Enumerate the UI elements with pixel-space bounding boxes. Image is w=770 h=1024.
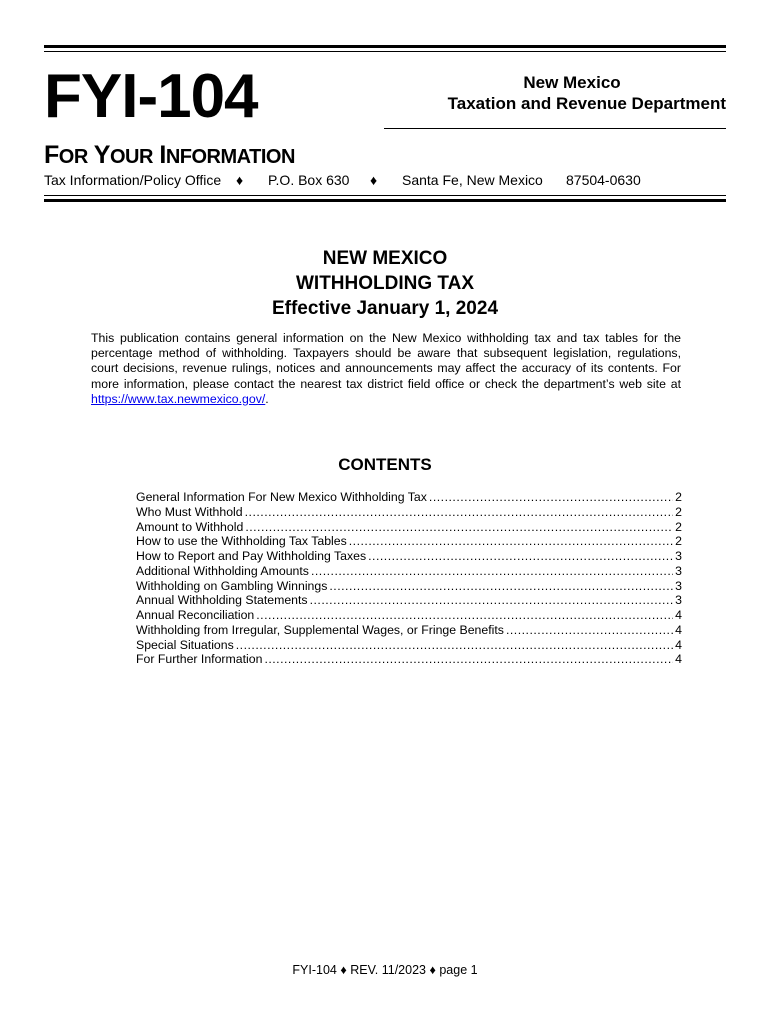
toc-dot-leader: [349, 534, 673, 549]
toc-dot-leader: [236, 638, 673, 653]
toc-entry-page: 4: [675, 652, 682, 667]
table-of-contents: [136, 490, 682, 667]
toc-dot-leader: [245, 520, 673, 535]
diamond-separator-icon: ♦: [340, 963, 347, 977]
department-name: Taxation and Revenue Department: [447, 94, 726, 113]
top-rule-thin: [44, 51, 726, 52]
state-name: New Mexico: [523, 73, 621, 92]
toc-dot-leader: [245, 505, 674, 520]
toc-entry-label: For Further Information: [136, 652, 263, 667]
title-line-3: Effective January 1, 2024: [271, 298, 499, 319]
toc-entry-page: 2: [675, 504, 682, 519]
series-word-3-rest: NFORMATION: [165, 146, 295, 168]
publication-title: [0, 246, 770, 321]
city: Santa Fe, New Mexico: [402, 172, 543, 188]
toc-entry-label: How to Report and Pay Withholding Taxes: [136, 549, 367, 563]
title-line-2: WITHHOLDING TAX: [295, 273, 474, 294]
toc-entry-page: 4: [675, 608, 682, 622]
document-id: FYI-104: [44, 62, 258, 131]
website-link[interactable]: https://www.tax.newmexico.gov/: [91, 391, 266, 406]
toc-entry: [136, 638, 682, 653]
toc-entry: [136, 593, 682, 608]
toc-entry: [136, 505, 682, 520]
toc-entry-page: 2: [675, 534, 682, 549]
title-line-1: NEW MEXICO: [322, 248, 448, 269]
toc-entry-label: Withholding on Gambling Winnings: [136, 578, 328, 593]
toc-entry: [136, 549, 682, 564]
toc-entry: [136, 652, 682, 667]
toc-dot-leader: [264, 652, 673, 667]
toc-entry: [136, 564, 682, 579]
department-rule: [384, 128, 726, 129]
toc-entry-label: General Information For New Mexico Withholding Tax: [136, 490, 427, 504]
diamond-separator-icon: ♦: [429, 963, 436, 977]
po-box: P.O. Box 630: [268, 172, 350, 188]
series-word-1-rest: OR: [58, 146, 88, 168]
toc-dot-leader: [429, 490, 673, 505]
toc-dot-leader: [311, 564, 673, 579]
toc-entry-label: Withholding from Irregular, Supplemental Wages, or Fringe Benefits: [136, 622, 504, 637]
toc-entry-label: Who Must Withhold: [136, 504, 243, 519]
toc-entry-page: 3: [675, 593, 682, 608]
toc-entry: [136, 490, 682, 505]
office-name: Tax Information/Policy Office: [44, 172, 222, 188]
toc-entry: [136, 623, 682, 638]
toc-entry-page: 4: [675, 637, 682, 652]
toc-entry: [136, 534, 682, 549]
top-rule: [44, 45, 726, 48]
toc-entry-page: 2: [675, 519, 682, 534]
toc-entry-page: 2: [675, 490, 682, 504]
zip-code: 87504-0630: [566, 172, 641, 188]
intro-end: .: [265, 391, 269, 406]
footer-page-number: page 1: [439, 963, 478, 977]
toc-entry-page: 3: [675, 578, 682, 593]
footer-revision: REV. 11/2023: [350, 963, 426, 977]
toc-entry-page: 4: [675, 622, 682, 637]
series-heading: [44, 140, 295, 172]
toc-entry-label: Amount to Withhold: [136, 519, 244, 534]
series-word-2-rest: OUR: [109, 146, 153, 168]
toc-entry-label: Special Situations: [136, 637, 234, 652]
diamond-separator-icon: ♦: [370, 172, 378, 188]
page-footer: [0, 962, 770, 978]
series-word-1-initial: F: [44, 141, 59, 169]
toc-entry-page: 3: [675, 549, 682, 563]
toc-entry: [136, 520, 682, 535]
toc-dot-leader: [368, 549, 673, 564]
series-word-3-initial: I: [159, 141, 166, 169]
contents-heading: CONTENTS: [338, 455, 432, 474]
toc-dot-leader: [310, 593, 674, 608]
toc-entry-label: Annual Reconciliation: [136, 608, 255, 622]
intro-text: This publication contains general information on the New Mexico withholding tax and tax tables for the percentage method of withholding. Taxpayers should be aware that subsequent legislation, regulations, court decisions, revenue rulings, notices and announcements may affect the accuracy of its contents. For more information, please contact the nearest tax district field office or check the department’s web site at: [91, 331, 681, 391]
toc-entry-label: How to use the Withholding Tax Tables: [136, 534, 347, 549]
toc-dot-leader: [329, 579, 673, 594]
toc-entry-label: Additional Withholding Amounts: [136, 563, 309, 578]
toc-dot-leader: [506, 623, 673, 638]
toc-entry: [136, 608, 682, 623]
department-block: [384, 72, 726, 114]
lower-rule: [44, 199, 726, 202]
toc-entry-label: Annual Withholding Statements: [136, 593, 308, 608]
toc-dot-leader: [256, 608, 673, 623]
intro-paragraph: [91, 331, 681, 407]
toc-entry-page: 3: [675, 563, 682, 578]
toc-entry: [136, 579, 682, 594]
series-word-2-initial: Y: [93, 141, 110, 169]
diamond-separator-icon: ♦: [236, 172, 244, 188]
lower-rule-thin: [44, 195, 726, 196]
footer-doc-id: FYI-104: [292, 963, 337, 977]
